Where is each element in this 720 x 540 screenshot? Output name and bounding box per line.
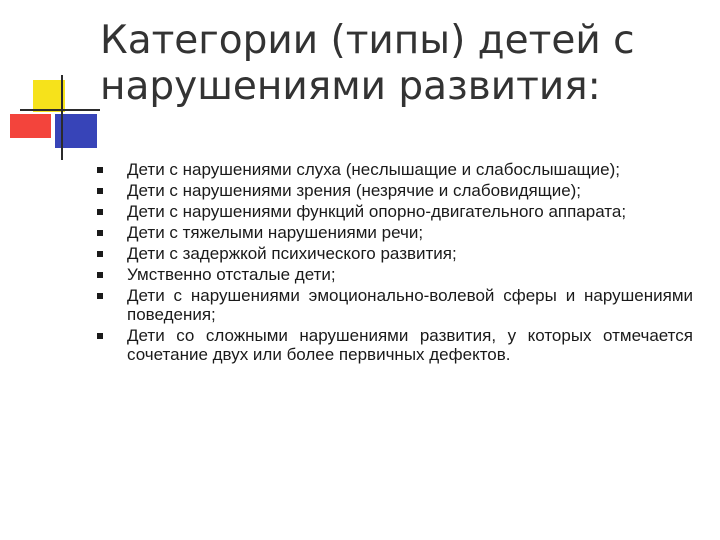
corner-ornament	[0, 0, 100, 170]
category-list	[97, 160, 693, 366]
square-bullet-icon	[97, 188, 103, 194]
list-item	[97, 223, 693, 242]
ornament-red-square	[10, 114, 51, 138]
list-item-text: Дети с задержкой психического развития;	[127, 244, 457, 263]
list-item-text: Дети с нарушениями слуха (неслышащие и слабослышащие);	[127, 160, 620, 179]
list-item-text: Дети с тяжелыми нарушениями речи;	[127, 223, 424, 242]
slide-title	[100, 18, 700, 110]
list-item-text: Умственно отсталые дети;	[127, 265, 336, 284]
list-item	[97, 265, 693, 284]
square-bullet-icon	[97, 333, 103, 339]
square-bullet-icon	[97, 251, 103, 257]
list-item	[97, 160, 693, 179]
list-item	[97, 286, 693, 324]
slide-title-line-1: Категории (типы) детей с	[100, 18, 635, 63]
square-bullet-icon	[97, 209, 103, 215]
list-item-text: Дети со сложными нарушениями развития, у которых отмечается сочетание двух или более первичных дефектов.	[127, 326, 693, 364]
list-item-text: Дети с нарушениями эмоционально-волевой сферы и нарушениями поведения;	[127, 286, 693, 324]
square-bullet-icon	[97, 272, 103, 278]
list-item	[97, 244, 693, 263]
list-item	[97, 326, 693, 364]
square-bullet-icon	[97, 293, 103, 299]
list-item	[97, 181, 693, 200]
square-bullet-icon	[97, 167, 103, 173]
ornament-yellow-square	[33, 80, 65, 112]
list-item	[97, 202, 693, 221]
square-bullet-icon	[97, 230, 103, 236]
slide-title-line-2: нарушениями развития:	[100, 64, 601, 109]
list-item-text: Дети с нарушениями зрения (незрячие и слабовидящие);	[127, 181, 582, 200]
list-item-text: Дети с нарушениями функций опорно-двигательного аппарата;	[127, 202, 627, 221]
